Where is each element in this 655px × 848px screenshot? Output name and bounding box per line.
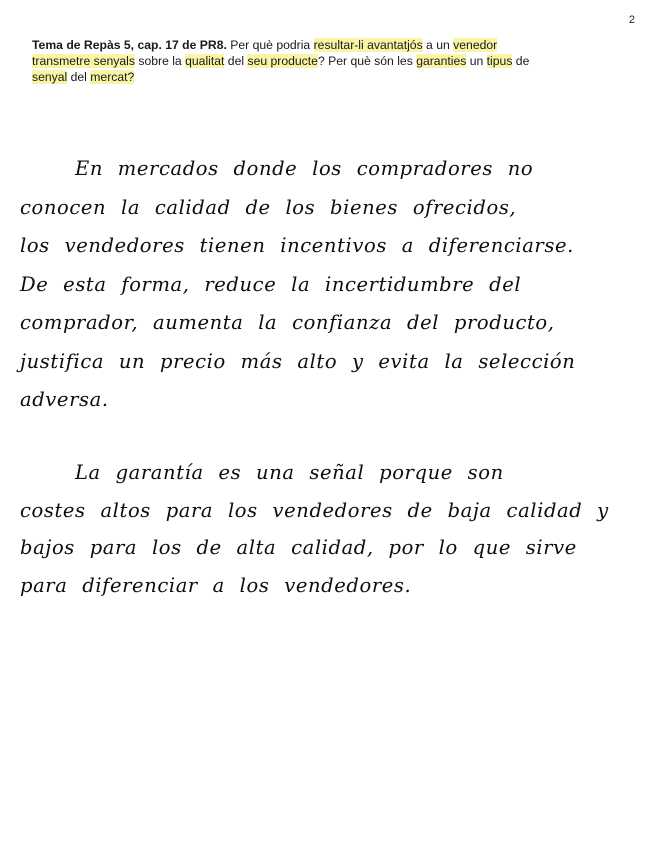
answer-line: adversa. bbox=[20, 388, 109, 411]
highlighted-term: resultar-li avantatjós bbox=[313, 38, 423, 52]
question-text-segment: a un bbox=[422, 38, 454, 52]
highlighted-term: tipus bbox=[486, 54, 513, 68]
answer-line: comprador, aumenta la confianza del producto, bbox=[20, 311, 555, 334]
answer-line: De esta forma, reduce la incertidumbre del bbox=[20, 272, 522, 296]
answer-line: En mercados donde los compradores no bbox=[75, 157, 534, 180]
question-text-segment: un bbox=[466, 54, 487, 68]
question-text-segment: de bbox=[512, 54, 530, 68]
highlighted-term: qualitat bbox=[185, 54, 225, 68]
highlighted-term: garanties bbox=[416, 54, 467, 68]
answer-line: conocen la calidad de los bienes ofrecidos, bbox=[20, 195, 517, 219]
highlighted-term: senyal bbox=[32, 70, 68, 84]
question-text-segment: del bbox=[224, 54, 248, 68]
answer-paragraph-2 bbox=[20, 454, 640, 604]
answer-line: bajos para los de alta calidad, por lo que sirve bbox=[20, 536, 577, 559]
answer-line: La garantía es una señal porque son bbox=[75, 461, 504, 484]
question-text-segment: sobre la bbox=[134, 54, 186, 68]
question-title: Tema de Repàs 5, cap. 17 de PR8. bbox=[32, 38, 227, 52]
answer-line: los vendedores tienen incentivos a diferenciarse. bbox=[20, 234, 574, 257]
answer-line: justifica un precio más alto y evita la selección bbox=[20, 349, 576, 373]
question-prompt bbox=[32, 37, 532, 85]
answer-line: para diferenciar a los vendedores. bbox=[20, 573, 412, 597]
question-text-segment: Per què podria bbox=[226, 38, 314, 52]
highlighted-term: venedor transmetre senyals bbox=[32, 38, 498, 68]
question-text-segment: del bbox=[67, 70, 91, 84]
question-text-segment: ? Per què són les bbox=[317, 54, 417, 68]
page-number: 2 bbox=[628, 14, 635, 26]
answer-line: costes altos para los vendedores de baja calidad y bbox=[20, 498, 609, 522]
answer-paragraph-1 bbox=[20, 150, 640, 420]
highlighted-term: mercat? bbox=[90, 70, 135, 84]
highlighted-term: seu producte bbox=[247, 54, 318, 68]
